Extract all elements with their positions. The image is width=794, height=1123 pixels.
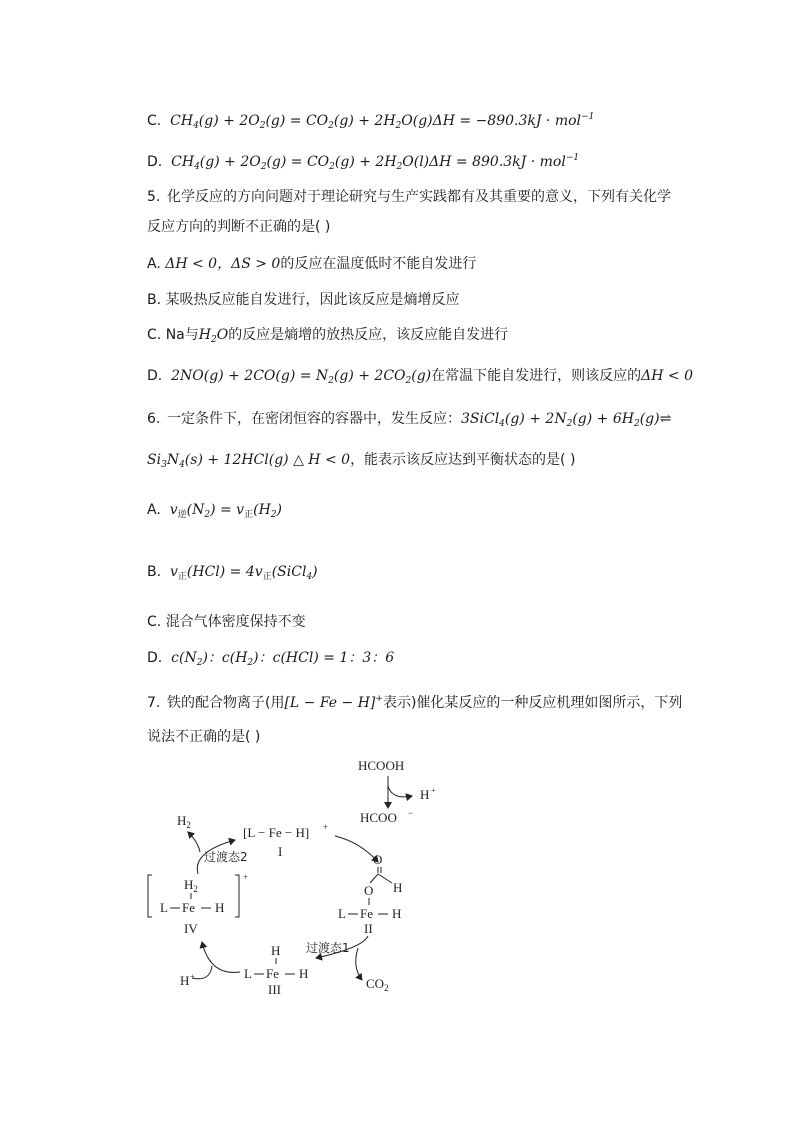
svg-text:Fe: Fe	[182, 900, 195, 915]
arrow-III-to-IV	[202, 942, 240, 972]
svg-text:Fe: Fe	[360, 906, 373, 921]
svg-text:L: L	[160, 900, 168, 915]
q6-option-b: B. $v_正(HCl)$ = $4v_正(SiCl_4)$	[147, 564, 318, 582]
svg-text:+: +	[190, 972, 195, 981]
co2-label: $CO_2$	[366, 976, 389, 993]
q5-stem-cont: 反应方向的判断不正确的是( )	[147, 219, 331, 235]
svg-text:+: +	[323, 822, 329, 832]
svg-text:H: H	[271, 943, 281, 958]
svg-text:H: H	[215, 900, 225, 915]
label-I: I	[278, 844, 283, 859]
q6-option-c: C. 混合气体密度保持不变	[147, 614, 306, 630]
q6-option-d: D. $c(N_2)$：$c(H_2)$：c(HCl) = 1：3：6	[147, 650, 395, 668]
svg-text:O: O	[373, 852, 383, 867]
label-III: III	[268, 982, 281, 997]
catalytic-cycle-diagram	[140, 752, 440, 1004]
h2-product: $H_2$	[177, 813, 191, 830]
q7-stem: 7. 铁的配合物离子(用[L − Fe − H]+表示)催化某反应的一种反应机理如图所示，下列	[147, 694, 683, 711]
ts2-label: 过渡态2	[204, 850, 248, 864]
hcooh-label: HCOOH	[358, 758, 405, 773]
q4-option-c: C. $CH_4(g) + 2O_2(g) = CO_2(g) + 2H_2O(g)\Delta H = -890.3kJ \cdot mol^{-1}$	[147, 112, 595, 131]
arrow-h2-out	[188, 832, 200, 852]
q5-option-b: B. 某吸热反应能自发进行，因此该反应是熵增反应	[147, 292, 460, 308]
svg-text:L: L	[338, 906, 346, 921]
label-IV: IV	[184, 921, 198, 936]
svg-text:+: +	[243, 872, 249, 882]
arrow-I-to-II	[335, 836, 378, 862]
h-plus-top: H	[420, 787, 430, 802]
arrow-h-plus-out	[388, 786, 412, 797]
arrow-co2-out	[356, 948, 362, 980]
q5-option-c: C. Na与$H_2O$的反应是熵增的放热反应，该反应能自发进行	[147, 327, 509, 345]
ts1-label: 过渡态1	[306, 941, 350, 955]
q5-option-a: A. ΔH < 0，ΔS > 0的反应在温度低时不能自发进行	[147, 256, 477, 272]
hcoo-charge: −	[408, 808, 414, 818]
svg-text:H: H	[392, 906, 402, 921]
hcoo-label: HCOO	[360, 810, 397, 825]
q6-stem: 6. 一定条件下，在密闭恒容的容器中，发生反应：3SiCl$_4$(g) + $2N_2(g)$ + $6H_2(g)\rightleftharpoons$	[147, 411, 672, 429]
q5-option-d: D. $2NO(g) + 2CO(g) = N_2(g) + 2CO_2(g)$在常温下能自发进行，则该反应的ΔH < 0	[147, 368, 693, 386]
svg-text:H: H	[393, 880, 403, 895]
q6-stem-cont: $Si_3N_4(s) + 12HCl(g)$ △ H < 0，能表示该反应达到平衡状态的是( )	[147, 452, 576, 470]
q4-option-d: D. $CH_4(g) + 2O_2(g) = CO_2(g) + 2H_2O(l)\Delta H = 890.3kJ \cdot mol^{-1}$	[147, 153, 580, 172]
label-II: II	[364, 921, 373, 936]
q7-stem-cont: 说法不正确的是( )	[147, 729, 261, 745]
svg-text:Fe: Fe	[266, 966, 279, 981]
h-plus-bottom: H	[180, 973, 190, 988]
complex-I: [L − Fe − H]	[243, 825, 310, 840]
q6-option-a: A. $v_逆(N_2) = v_正(H_2)$	[147, 502, 282, 520]
arrow-h-plus-in	[192, 966, 212, 979]
svg-text:O: O	[364, 883, 374, 898]
svg-text:L: L	[244, 966, 252, 981]
svg-text:H2: $H_2$	[184, 877, 198, 894]
svg-text:H: H	[299, 966, 309, 981]
svg-text:+: +	[431, 786, 436, 795]
q5-stem: 5. 化学反应的方向问题对于理论研究与生产实践都有及其重要的意义，下列有关化学	[147, 189, 671, 205]
